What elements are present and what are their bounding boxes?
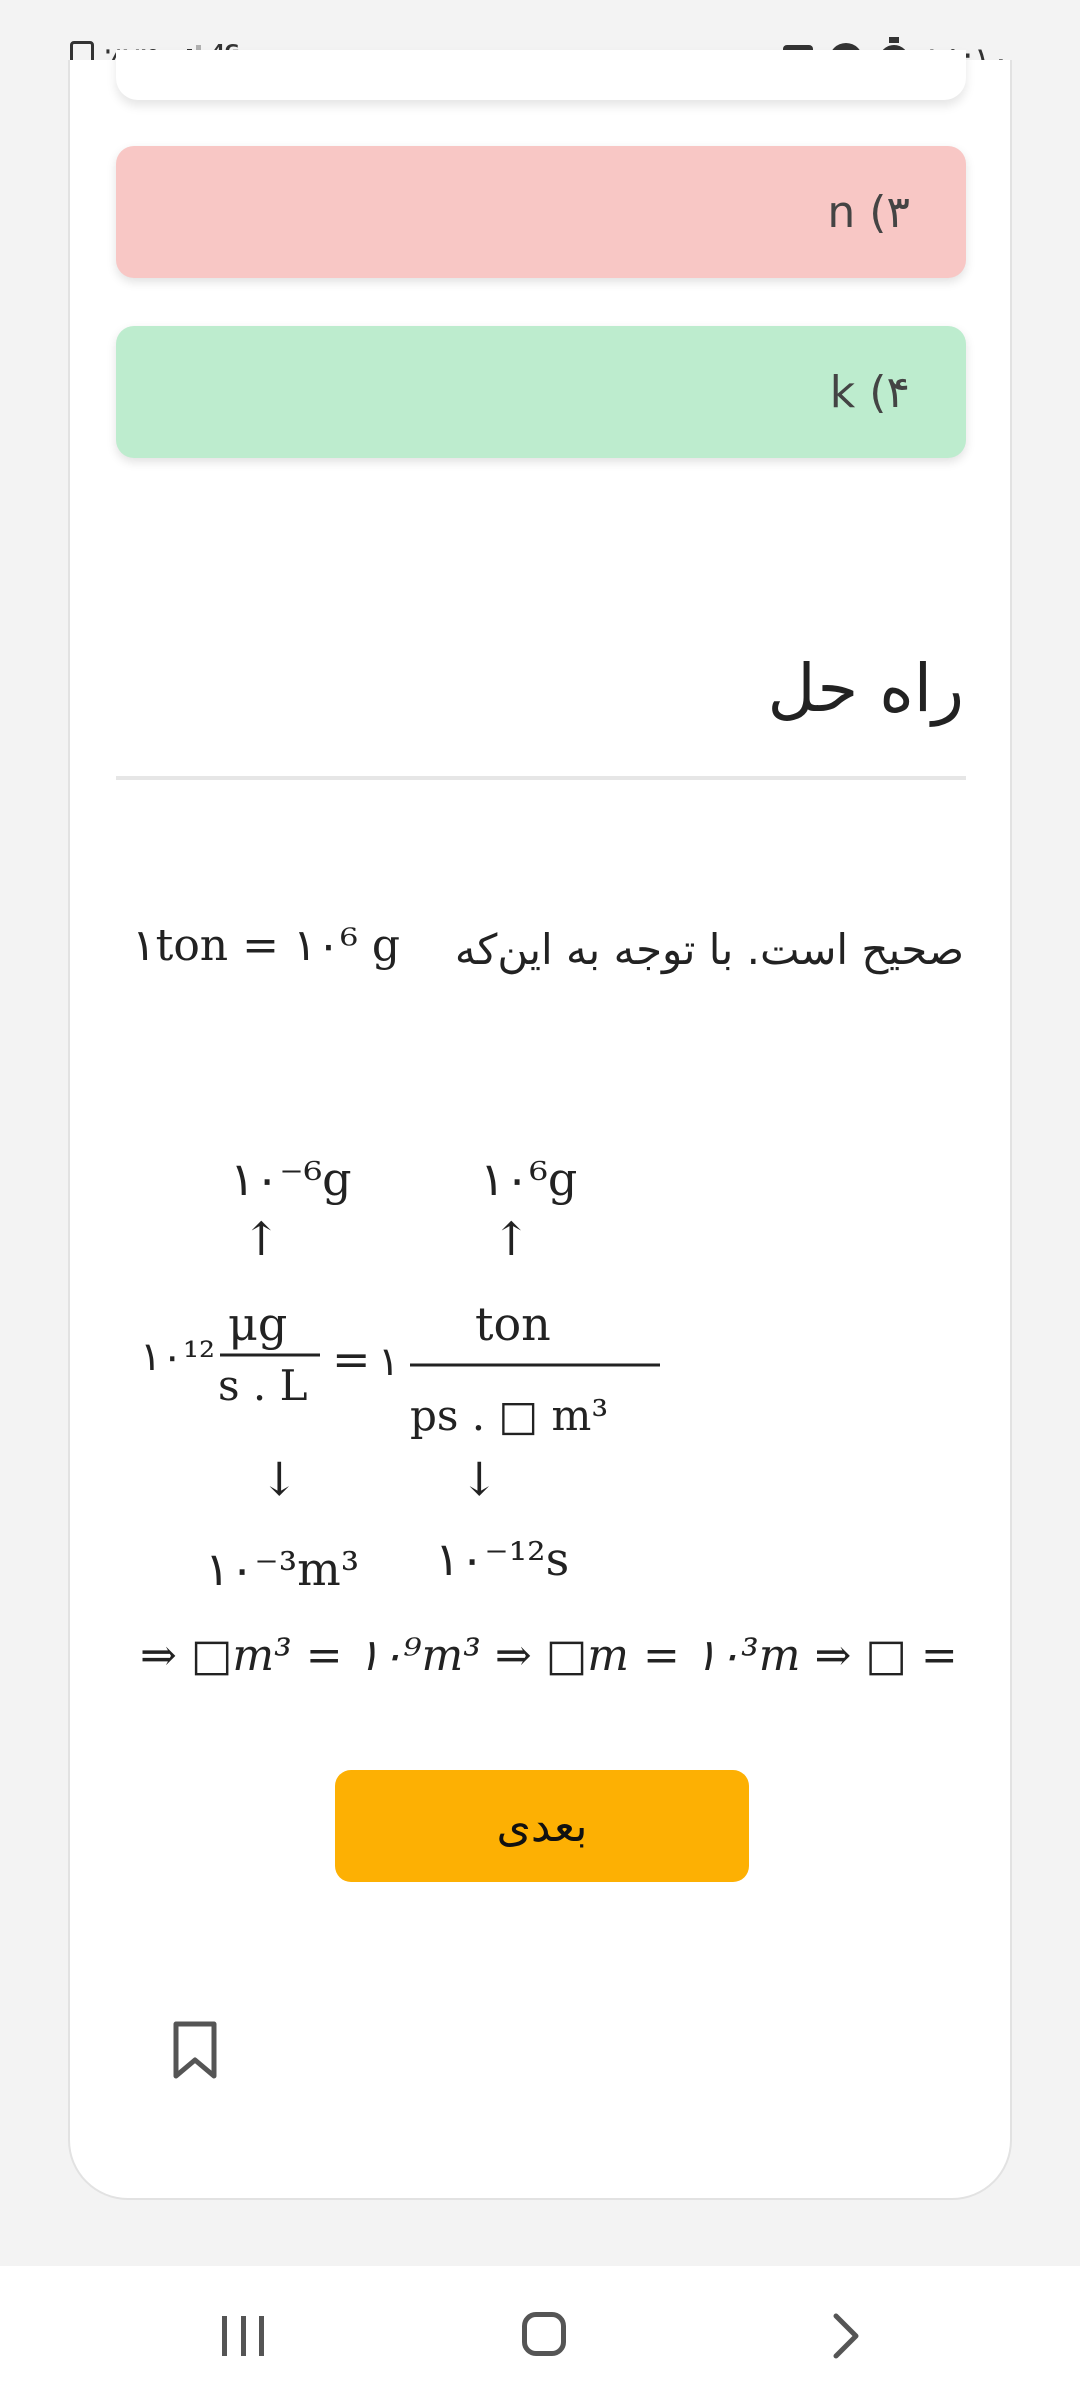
previous-option-edge[interactable] <box>116 50 966 100</box>
eq-lhs-den: s . L <box>218 1361 308 1410</box>
solution-title: راه حل <box>767 650 964 727</box>
eq-result: ⇒ □m³ = ۱۰⁹m³ ⇒ □m = ۱۰³m ⇒ □ = <box>140 1630 958 1681</box>
next-button[interactable]: بعدی <box>335 1770 749 1882</box>
back-chevron-icon[interactable] <box>826 2312 866 2360</box>
eq-arrow-up-left: ↑ <box>242 1212 281 1266</box>
eq-equals: = <box>332 1332 371 1386</box>
option-3-wrong[interactable] <box>116 146 966 278</box>
option-label: k (۴ <box>829 366 910 418</box>
eq-bottom-left: ۱۰⁻³m³ <box>205 1542 360 1596</box>
eq-lhs-num: μg <box>228 1297 288 1351</box>
navigation-bar <box>0 2266 1080 2400</box>
solution-text: صحیح است. با توجه به این‌که <box>454 925 964 974</box>
solution-equation <box>110 1050 990 1700</box>
eq-rhs-coef: ۱ <box>378 1339 400 1385</box>
divider <box>116 776 966 780</box>
eq-arrow-down-right: ↓ <box>460 1452 499 1506</box>
option-label: n (۳ <box>827 186 910 238</box>
eq-top-right: ۱۰⁶g <box>480 1152 578 1206</box>
eq-arrow-up-right: ↑ <box>492 1212 531 1266</box>
eq-rhs-den: ps . □ m³ <box>410 1391 609 1440</box>
eq-top-left: ۱۰⁻⁶g <box>230 1152 352 1206</box>
home-icon[interactable] <box>522 2312 566 2356</box>
eq-rhs-num: ton <box>475 1297 551 1351</box>
question-card <box>68 60 1012 2200</box>
eq-arrow-down-left: ↓ <box>260 1452 299 1506</box>
eq-lhs-coef: ۱۰¹² <box>140 1334 216 1380</box>
recents-icon[interactable] <box>222 2316 264 2356</box>
eq-bottom-right: ۱۰⁻¹²s <box>435 1532 570 1586</box>
bookmark-icon[interactable] <box>170 2020 220 2080</box>
option-4-correct[interactable] <box>116 326 966 458</box>
solution-formula: ۱ton = ۱۰⁶ g <box>132 920 401 971</box>
